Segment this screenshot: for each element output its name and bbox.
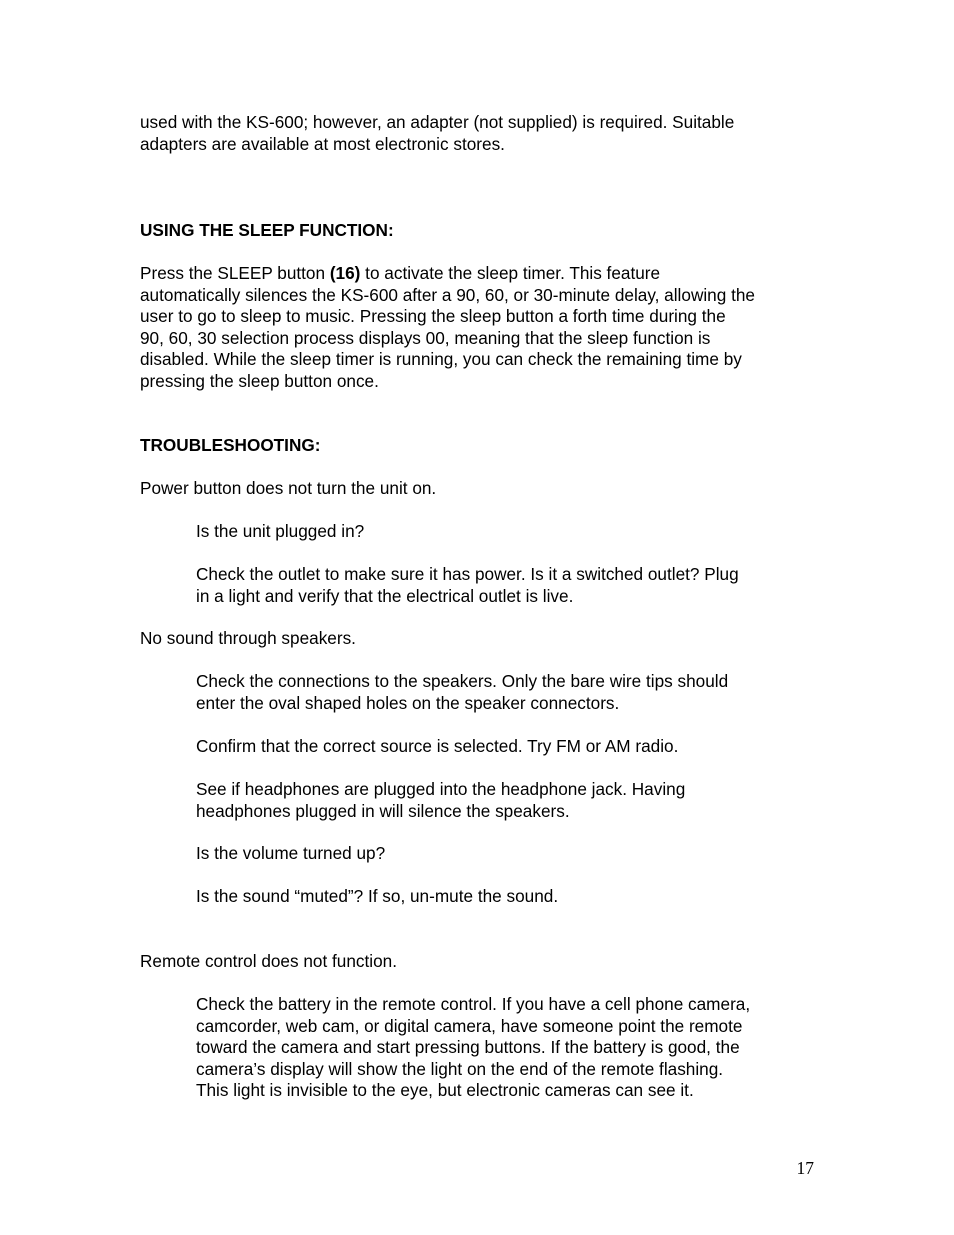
page-number: 17 [796,1158,814,1178]
remote-tip [196,994,826,1102]
tip-line: Check the connections to the speakers. Only the bare wire tips should [196,671,729,691]
sleep-line: 90, 60, 30 selection process displays 00, meaning that the sleep function is [140,327,711,348]
sound-tip: Confirm that the correct source is selected. Try FM or AM radio. [196,736,679,756]
intro-line: adapters are available at most electronic stores. [140,133,505,154]
sleep-tail: to activate the sleep timer. This feature [360,263,661,283]
sleep-button-ref: (16) [329,263,361,283]
power-tip [196,564,826,607]
sleep-line: pressing the sleep button once. [140,370,379,391]
tip-line: Check the battery in the remote control. If you have a cell phone camera, [196,994,751,1014]
tip-line: toward the camera and start pressing buttons. If the battery is good, the [196,1037,740,1058]
sleep-paragraph [140,263,830,393]
tip-line: headphones plugged in will silence the speakers. [196,800,570,821]
sound-tip [196,779,826,822]
sleep-line: user to go to sleep to music. Pressing the sleep button a forth time during the [140,306,726,327]
sleep-line: disabled. While the sleep timer is running, you can check the remaining time by [140,349,742,370]
sleep-line: automatically silences the KS-600 after a 90, 60, or 30-minute delay, allowing the [140,284,755,305]
sound-tip: Is the sound “muted”? If so, un-mute the sound. [196,886,559,906]
tip-line: enter the oval shaped holes on the speaker connectors. [196,692,620,713]
tip-line: This light is invisible to the eye, but electronic cameras can see it. [196,1080,694,1101]
power-problem: Power button does not turn the unit on. [140,478,437,498]
intro-line: used with the KS-600; however, an adapter (not supplied) is required. Suitable [140,112,735,132]
remote-problem: Remote control does not function. [140,951,398,971]
power-tip: Is the unit plugged in? [196,521,365,541]
sleep-heading: USING THE SLEEP FUNCTION: [140,220,394,240]
sound-tip: Is the volume turned up? [196,843,386,863]
intro-paragraph [140,112,830,155]
tip-line: Check the outlet to make sure it has power. Is it a switched outlet? Plug [196,564,739,584]
sound-tip [196,671,826,714]
tip-line: in a light and verify that the electrical outlet is live. [196,585,574,606]
tip-line: camera’s display will show the light on the end of the remote flashing. [196,1058,724,1079]
sound-problem: No sound through speakers. [140,628,356,648]
troubleshooting-heading: TROUBLESHOOTING: [140,435,321,455]
tip-line: camcorder, web cam, or digital camera, have someone point the remote [196,1015,743,1036]
sleep-lead: Press the SLEEP button [140,263,330,283]
tip-line: See if headphones are plugged into the headphone jack. Having [196,779,686,799]
